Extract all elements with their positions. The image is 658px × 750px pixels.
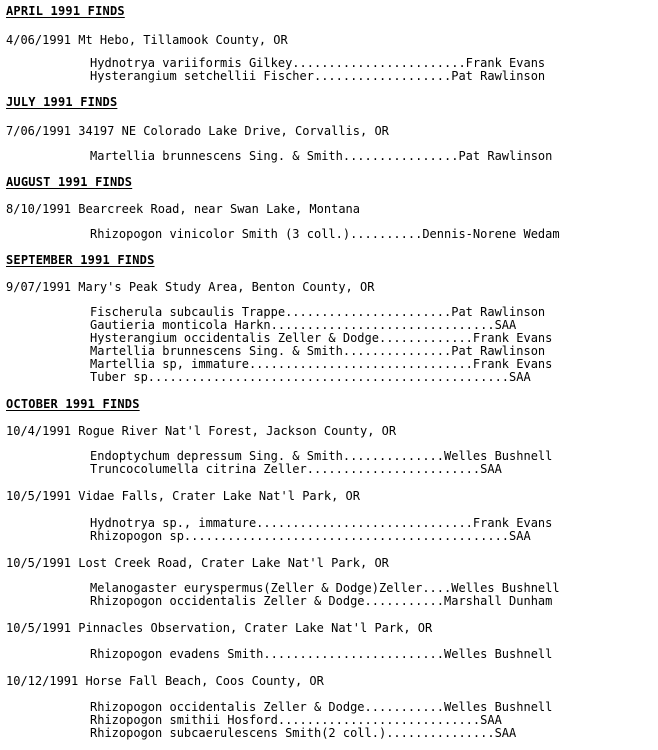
- find-entry: Fischerula subcaulis Trappe.......................Pat Rawlinson: [90, 305, 546, 319]
- find-entry: Endoptychum depressum Sing. & Smith..............Welles Bushnell: [90, 449, 553, 463]
- find-entry: Tuber sp..................................................SAA: [90, 370, 531, 384]
- find-entry: Martellia sp, immature...............................Frank Evans: [90, 357, 553, 371]
- find-entry: Martellia brunnescens Sing. & Smith...............Pat Rawlinson: [90, 344, 546, 358]
- find-entry: Hysterangium occidentalis Zeller & Dodge.............Frank Evans: [90, 331, 553, 345]
- site-location: 10/5/1991 Lost Creek Road, Crater Lake Nat'l Park, OR: [6, 556, 389, 570]
- find-entry: Melanogaster euryspermus(Zeller & Dodge)Zeller....Welles Bushnell: [90, 581, 560, 595]
- site-location: 10/5/1991 Vidae Falls, Crater Lake Nat'l Park, OR: [6, 489, 361, 503]
- site-location: 4/06/1991 Mt Hebo, Tillamook County, OR: [6, 33, 288, 47]
- site-location: 8/10/1991 Bearcreek Road, near Swan Lake, Montana: [6, 202, 361, 216]
- site-location: 9/07/1991 Mary's Peak Study Area, Benton County, OR: [6, 280, 375, 294]
- find-entry: Martellia brunnescens Sing. & Smith................Pat Rawlinson: [90, 149, 553, 163]
- find-entry: Hydnotrya variiformis Gilkey........................Frank Evans: [90, 56, 546, 70]
- find-entry: Hydnotrya sp., immature..............................Frank Evans: [90, 516, 553, 530]
- find-entry: Rhizopogon smithii Hosford............................SAA: [90, 713, 502, 727]
- section-heading-october: OCTOBER 1991 FINDS: [6, 397, 140, 411]
- section-heading-july: JULY 1991 FINDS: [6, 95, 118, 109]
- site-location: 7/06/1991 34197 NE Colorado Lake Drive, Corvallis, OR: [6, 124, 389, 138]
- find-entry: Hysterangium setchellii Fischer...................Pat Rawlinson: [90, 69, 546, 83]
- find-entry: Gautieria monticola Harkn...............................SAA: [90, 318, 517, 332]
- find-entry: Rhizopogon evadens Smith.........................Welles Bushnell: [90, 647, 553, 661]
- section-heading-april: APRIL 1991 FINDS: [6, 4, 125, 18]
- site-location: 10/4/1991 Rogue River Nat'l Forest, Jackson County, OR: [6, 424, 397, 438]
- find-entry: Rhizopogon vinicolor Smith (3 coll.)..........Dennis-Norene Wedam: [90, 227, 560, 241]
- find-entry: Rhizopogon subcaerulescens Smith(2 coll.)...............SAA: [90, 726, 517, 740]
- find-entry: Rhizopogon sp.............................................SAA: [90, 529, 531, 543]
- find-entry: Rhizopogon occidentalis Zeller & Dodge...........Marshall Dunham: [90, 594, 553, 608]
- find-entry: Truncocolumella citrina Zeller........................SAA: [90, 462, 502, 476]
- site-location: 10/5/1991 Pinnacles Observation, Crater Lake Nat'l Park, OR: [6, 621, 433, 635]
- section-heading-august: AUGUST 1991 FINDS: [6, 175, 133, 189]
- section-heading-september: SEPTEMBER 1991 FINDS: [6, 253, 155, 267]
- site-location: 10/12/1991 Horse Fall Beach, Coos County, OR: [6, 674, 324, 688]
- find-entry: Rhizopogon occidentalis Zeller & Dodge...........Welles Bushnell: [90, 700, 553, 714]
